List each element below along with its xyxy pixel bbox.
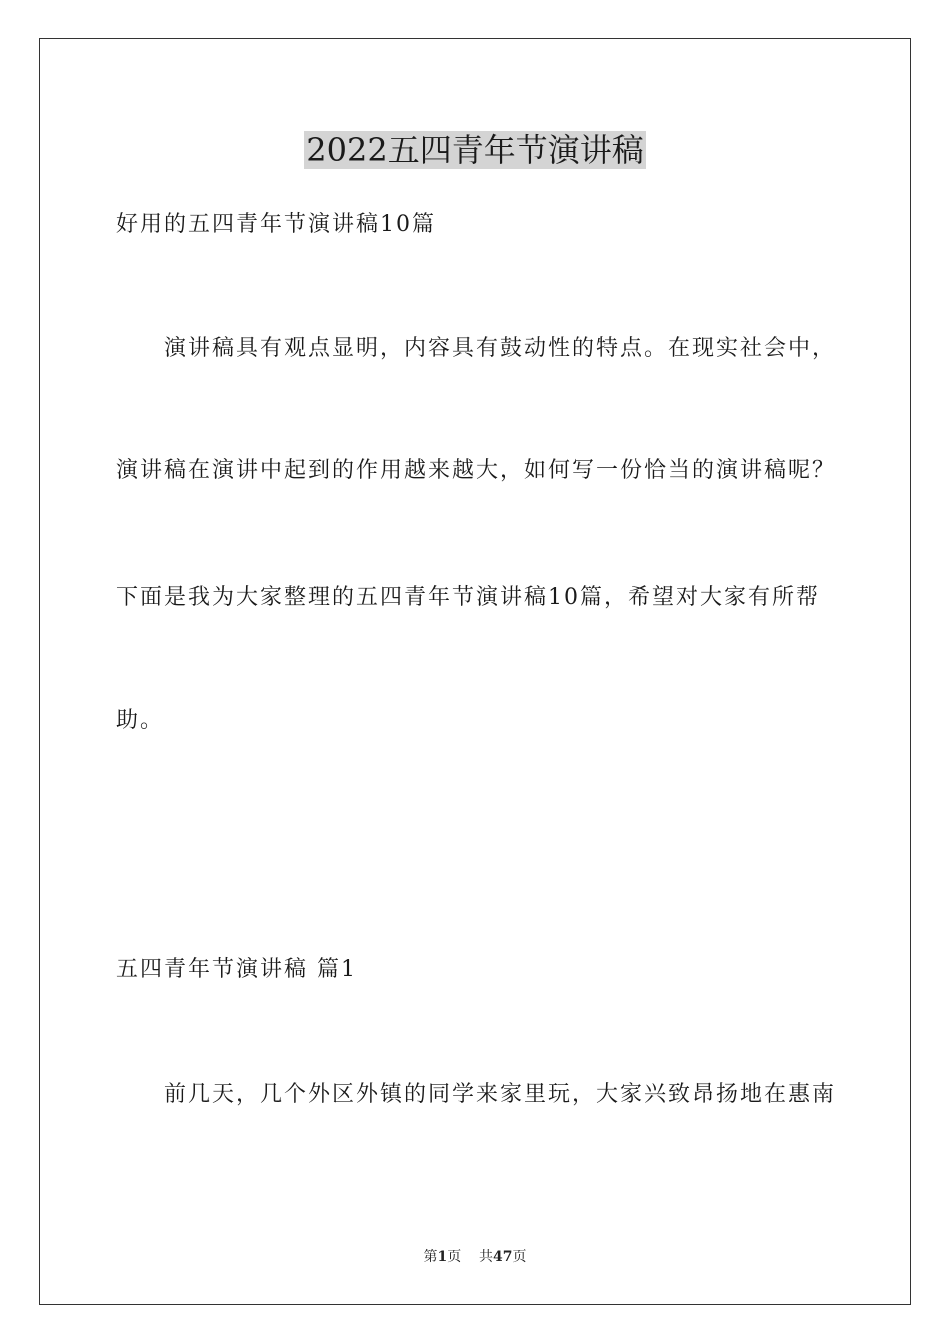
page-footer: [0, 1247, 950, 1267]
footer-total-suffix: 页: [512, 1249, 527, 1265]
footer-total-prefix: 共: [479, 1249, 494, 1265]
intro-line-3: 下面是我为大家整理的五四青年节演讲稿10篇，希望对大家有所帮: [116, 585, 820, 610]
intro-line-4: 助。: [116, 708, 165, 733]
footer-page-suffix: 页: [447, 1249, 462, 1265]
document-subtitle: 好用的五四青年节演讲稿10篇: [116, 212, 436, 237]
document-title-text: 2022五四青年节演讲稿: [306, 131, 644, 169]
footer-total-pages: 47: [493, 1249, 513, 1265]
document-title: [0, 128, 950, 172]
section-line-1: 前几天，几个外区外镇的同学来家里玩，大家兴致昂扬地在惠南: [164, 1082, 837, 1107]
footer-page-number: 1: [437, 1249, 448, 1265]
intro-line-1: 演讲稿具有观点显明，内容具有鼓动性的特点。在现实社会中，: [164, 336, 837, 361]
intro-line-2: 演讲稿在演讲中起到的作用越来越大，如何写一份恰当的演讲稿呢？: [116, 458, 837, 483]
section-heading: 五四青年节演讲稿 篇1: [116, 957, 357, 982]
footer-page-prefix: 第: [423, 1249, 438, 1265]
